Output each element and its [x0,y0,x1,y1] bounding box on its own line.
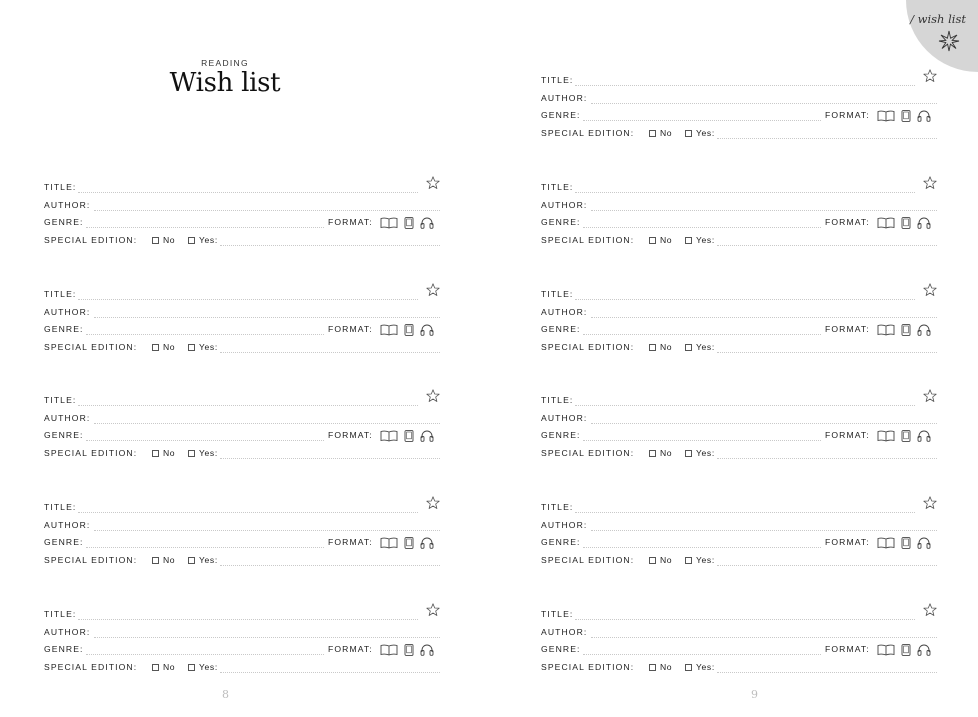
star-icon[interactable] [426,283,440,297]
special-edition-row [541,126,937,140]
headphones-icon[interactable] [420,429,434,442]
book-entry [44,500,440,570]
title-field[interactable] [78,619,418,620]
ereader-icon[interactable] [901,537,911,549]
genre-label: GENRE: [541,324,581,334]
genre-field[interactable] [86,440,324,441]
title-row [541,180,937,194]
genre-label: GENRE: [44,644,84,654]
yes-label: Yes: [696,662,715,672]
title-field[interactable] [575,192,915,193]
headphones-icon[interactable] [917,643,931,656]
no-option[interactable] [649,342,672,352]
no-label: No [163,342,176,352]
no-checkbox[interactable] [152,664,159,671]
yes-checkbox[interactable] [188,344,195,351]
book-icon[interactable] [380,430,398,442]
title-label: TITLE: [541,502,574,512]
star-icon[interactable] [923,69,937,83]
genre-row [44,215,440,229]
format-label: FORMAT: [328,430,373,440]
author-field[interactable] [94,317,440,318]
section-tab[interactable] [906,0,978,72]
title-field[interactable] [78,405,418,406]
author-label: AUTHOR: [541,307,588,317]
title-row [44,393,440,407]
special-edition-row [44,446,440,460]
book-icon[interactable] [380,537,398,549]
ereader-icon[interactable] [901,110,911,122]
yes-label: Yes: [696,128,715,138]
special-edition-field[interactable] [717,138,937,139]
format-label: FORMAT: [825,537,870,547]
ereader-icon[interactable] [404,430,414,442]
special-edition-label: SPECIAL EDITION: [541,662,635,672]
yes-option[interactable] [685,342,715,352]
format-options [380,429,434,442]
no-label: No [660,448,673,458]
special-edition-field[interactable] [717,245,937,246]
format-label: FORMAT: [328,537,373,547]
yes-label: Yes: [696,342,715,352]
no-label: No [660,128,673,138]
genre-row [541,322,937,336]
book-entry [44,287,440,357]
genre-field[interactable] [86,334,324,335]
no-label: No [660,342,673,352]
special-edition-row [541,553,937,567]
headphones-icon[interactable] [420,536,434,549]
no-option[interactable] [649,235,672,245]
yes-label: Yes: [199,235,218,245]
yes-checkbox[interactable] [685,557,692,564]
author-label: AUTHOR: [44,520,91,530]
special-edition-label: SPECIAL EDITION: [44,662,138,672]
yes-checkbox[interactable] [188,237,195,244]
author-field[interactable] [591,637,937,638]
compass-star-icon [938,30,960,52]
title-row [541,287,937,301]
book-icon[interactable] [877,537,895,549]
book-icon[interactable] [380,324,398,336]
book-entry [541,180,937,250]
title-label: TITLE: [541,609,574,619]
author-row [541,625,937,639]
format-label: FORMAT: [825,324,870,334]
book-entry [541,500,937,570]
author-field[interactable] [591,103,937,104]
book-icon[interactable] [380,644,398,656]
star-icon[interactable] [426,603,440,617]
special-edition-field[interactable] [717,352,937,353]
special-edition-row [44,340,440,354]
title-label: TITLE: [44,395,77,405]
format-options [380,323,434,336]
book-entry [541,287,937,357]
page-number-left: 8 [222,688,229,701]
yes-label: Yes: [696,448,715,458]
headphones-icon[interactable] [917,429,931,442]
no-checkbox[interactable] [649,130,656,137]
genre-row [44,535,440,549]
author-field[interactable] [94,637,440,638]
page-number-right: 9 [751,688,758,701]
genre-row [541,642,937,656]
genre-row [541,215,937,229]
book-entry [44,393,440,463]
yes-checkbox[interactable] [685,450,692,457]
no-checkbox[interactable] [649,557,656,564]
ereader-icon[interactable] [901,217,911,229]
no-option[interactable] [152,555,175,565]
author-row [541,411,937,425]
special-edition-label: SPECIAL EDITION: [541,555,635,565]
right-page [489,0,978,717]
special-edition-field[interactable] [220,245,440,246]
format-options [877,216,931,229]
author-label: AUTHOR: [44,627,91,637]
format-options [380,536,434,549]
author-label: AUTHOR: [44,200,91,210]
title-row [541,607,937,621]
special-edition-field[interactable] [220,352,440,353]
special-edition-label: SPECIAL EDITION: [44,342,138,352]
format-options [877,429,931,442]
page-title: Wish list [169,68,281,98]
genre-row [541,535,937,549]
book-entry [541,607,937,677]
no-option[interactable] [152,235,175,245]
book-entry [44,180,440,250]
headphones-icon[interactable] [420,643,434,656]
special-edition-field[interactable] [717,672,937,673]
genre-field[interactable] [86,654,324,655]
no-option[interactable] [649,662,672,672]
book-entry [44,607,440,677]
special-edition-label: SPECIAL EDITION: [541,235,635,245]
section-tab-label: / wish list [910,12,966,26]
format-label: FORMAT: [328,644,373,654]
format-options [380,643,434,656]
title-row [44,180,440,194]
headphones-icon[interactable] [917,216,931,229]
genre-label: GENRE: [44,430,84,440]
author-label: AUTHOR: [44,307,91,317]
author-row [541,518,937,532]
title-label: TITLE: [541,182,574,192]
star-icon[interactable] [923,603,937,617]
yes-label: Yes: [696,555,715,565]
headphones-icon[interactable] [917,323,931,336]
genre-field[interactable] [583,440,821,441]
author-label: AUTHOR: [541,93,588,103]
yes-label: Yes: [696,235,715,245]
genre-label: GENRE: [44,324,84,334]
ereader-icon[interactable] [901,430,911,442]
star-icon[interactable] [923,496,937,510]
title-field[interactable] [78,512,418,513]
author-row [44,305,440,319]
title-row [541,393,937,407]
star-icon[interactable] [923,176,937,190]
genre-label: GENRE: [541,110,581,120]
genre-field[interactable] [583,654,821,655]
no-option[interactable] [152,448,175,458]
title-field[interactable] [575,299,915,300]
star-icon[interactable] [426,176,440,190]
genre-row [44,642,440,656]
author-field[interactable] [94,210,440,211]
yes-option[interactable] [188,662,218,672]
special-edition-row [541,233,937,247]
star-icon[interactable] [426,496,440,510]
author-field[interactable] [591,423,937,424]
star-icon[interactable] [426,389,440,403]
special-edition-row [541,660,937,674]
yes-checkbox[interactable] [188,450,195,457]
yes-option[interactable] [188,448,218,458]
ereader-icon[interactable] [404,324,414,336]
genre-field[interactable] [86,227,324,228]
special-edition-field[interactable] [717,458,937,459]
yes-checkbox[interactable] [685,130,692,137]
special-edition-row [44,233,440,247]
ereader-icon[interactable] [901,324,911,336]
title-row [44,607,440,621]
no-label: No [660,235,673,245]
title-label: TITLE: [541,395,574,405]
yes-option[interactable] [685,448,715,458]
title-row [44,500,440,514]
author-field[interactable] [94,423,440,424]
special-edition-row [541,446,937,460]
author-field[interactable] [591,210,937,211]
title-label: TITLE: [541,75,574,85]
genre-field[interactable] [583,227,821,228]
yes-option[interactable] [188,235,218,245]
special-edition-row [44,660,440,674]
author-label: AUTHOR: [44,413,91,423]
no-checkbox[interactable] [649,237,656,244]
format-label: FORMAT: [825,217,870,227]
genre-field[interactable] [583,547,821,548]
author-field[interactable] [591,530,937,531]
yes-option[interactable] [685,128,715,138]
yes-option[interactable] [188,555,218,565]
genre-field[interactable] [583,334,821,335]
no-checkbox[interactable] [152,557,159,564]
ereader-icon[interactable] [901,644,911,656]
special-edition-row [541,340,937,354]
title-label: TITLE: [44,182,77,192]
special-edition-row [44,553,440,567]
genre-label: GENRE: [541,217,581,227]
no-checkbox[interactable] [649,344,656,351]
format-options [877,323,931,336]
ereader-icon[interactable] [404,537,414,549]
special-edition-label: SPECIAL EDITION: [541,448,635,458]
book-icon[interactable] [877,110,895,122]
special-edition-field[interactable] [220,458,440,459]
headphones-icon[interactable] [420,323,434,336]
no-label: No [163,448,176,458]
section-kicker: READING [201,58,249,68]
title-field[interactable] [575,619,915,620]
special-edition-field[interactable] [220,565,440,566]
title-row [44,287,440,301]
author-row [541,198,937,212]
title-field[interactable] [575,85,915,86]
author-row [44,518,440,532]
book-icon[interactable] [877,644,895,656]
format-label: FORMAT: [825,110,870,120]
format-options [877,643,931,656]
format-label: FORMAT: [328,217,373,227]
book-icon[interactable] [877,324,895,336]
genre-label: GENRE: [541,430,581,440]
no-label: No [660,555,673,565]
genre-row [44,322,440,336]
no-option[interactable] [152,342,175,352]
ereader-icon[interactable] [404,217,414,229]
book-entry [541,393,937,463]
title-field[interactable] [575,512,915,513]
genre-field[interactable] [583,120,821,121]
title-row [541,73,937,87]
author-row [44,625,440,639]
no-option[interactable] [649,128,672,138]
headphones-icon[interactable] [917,109,931,122]
special-edition-field[interactable] [220,672,440,673]
yes-label: Yes: [199,448,218,458]
genre-row [44,428,440,442]
genre-label: GENRE: [541,644,581,654]
no-option[interactable] [649,555,672,565]
genre-field[interactable] [86,547,324,548]
author-label: AUTHOR: [541,520,588,530]
yes-label: Yes: [199,555,218,565]
no-checkbox[interactable] [649,450,656,457]
title-field[interactable] [575,405,915,406]
title-field[interactable] [78,299,418,300]
special-edition-field[interactable] [717,565,937,566]
author-label: AUTHOR: [541,200,588,210]
book-entry [541,73,937,143]
no-label: No [660,662,673,672]
format-options [877,109,931,122]
title-label: TITLE: [44,502,77,512]
format-label: FORMAT: [825,644,870,654]
genre-row [541,108,937,122]
no-checkbox[interactable] [152,450,159,457]
author-field[interactable] [94,530,440,531]
headphones-icon[interactable] [917,536,931,549]
no-label: No [163,555,176,565]
genre-label: GENRE: [541,537,581,547]
yes-option[interactable] [188,342,218,352]
ereader-icon[interactable] [404,644,414,656]
author-row [541,305,937,319]
no-checkbox[interactable] [649,664,656,671]
yes-label: Yes: [199,342,218,352]
no-checkbox[interactable] [152,344,159,351]
headphones-icon[interactable] [420,216,434,229]
no-option[interactable] [152,662,175,672]
yes-option[interactable] [685,555,715,565]
author-label: AUTHOR: [541,627,588,637]
title-label: TITLE: [541,289,574,299]
star-icon[interactable] [923,283,937,297]
special-edition-label: SPECIAL EDITION: [541,128,635,138]
title-label: TITLE: [44,609,77,619]
author-label: AUTHOR: [541,413,588,423]
yes-option[interactable] [685,235,715,245]
author-row [44,198,440,212]
genre-label: GENRE: [44,537,84,547]
no-option[interactable] [649,448,672,458]
format-label: FORMAT: [825,430,870,440]
genre-row [541,428,937,442]
star-icon[interactable] [923,389,937,403]
yes-checkbox[interactable] [188,557,195,564]
format-label: FORMAT: [328,324,373,334]
no-label: No [163,662,176,672]
genre-label: GENRE: [44,217,84,227]
author-row [541,91,937,105]
special-edition-label: SPECIAL EDITION: [44,235,138,245]
book-icon[interactable] [380,217,398,229]
title-label: TITLE: [44,289,77,299]
yes-checkbox[interactable] [685,237,692,244]
no-label: No [163,235,176,245]
book-icon[interactable] [877,217,895,229]
special-edition-label: SPECIAL EDITION: [44,555,138,565]
yes-checkbox[interactable] [685,344,692,351]
book-icon[interactable] [877,430,895,442]
yes-option[interactable] [685,662,715,672]
title-field[interactable] [78,192,418,193]
yes-checkbox[interactable] [188,664,195,671]
format-options [877,536,931,549]
format-options [380,216,434,229]
author-row [44,411,440,425]
yes-label: Yes: [199,662,218,672]
title-row [541,500,937,514]
yes-checkbox[interactable] [685,664,692,671]
author-field[interactable] [591,317,937,318]
no-checkbox[interactable] [152,237,159,244]
special-edition-label: SPECIAL EDITION: [541,342,635,352]
special-edition-label: SPECIAL EDITION: [44,448,138,458]
